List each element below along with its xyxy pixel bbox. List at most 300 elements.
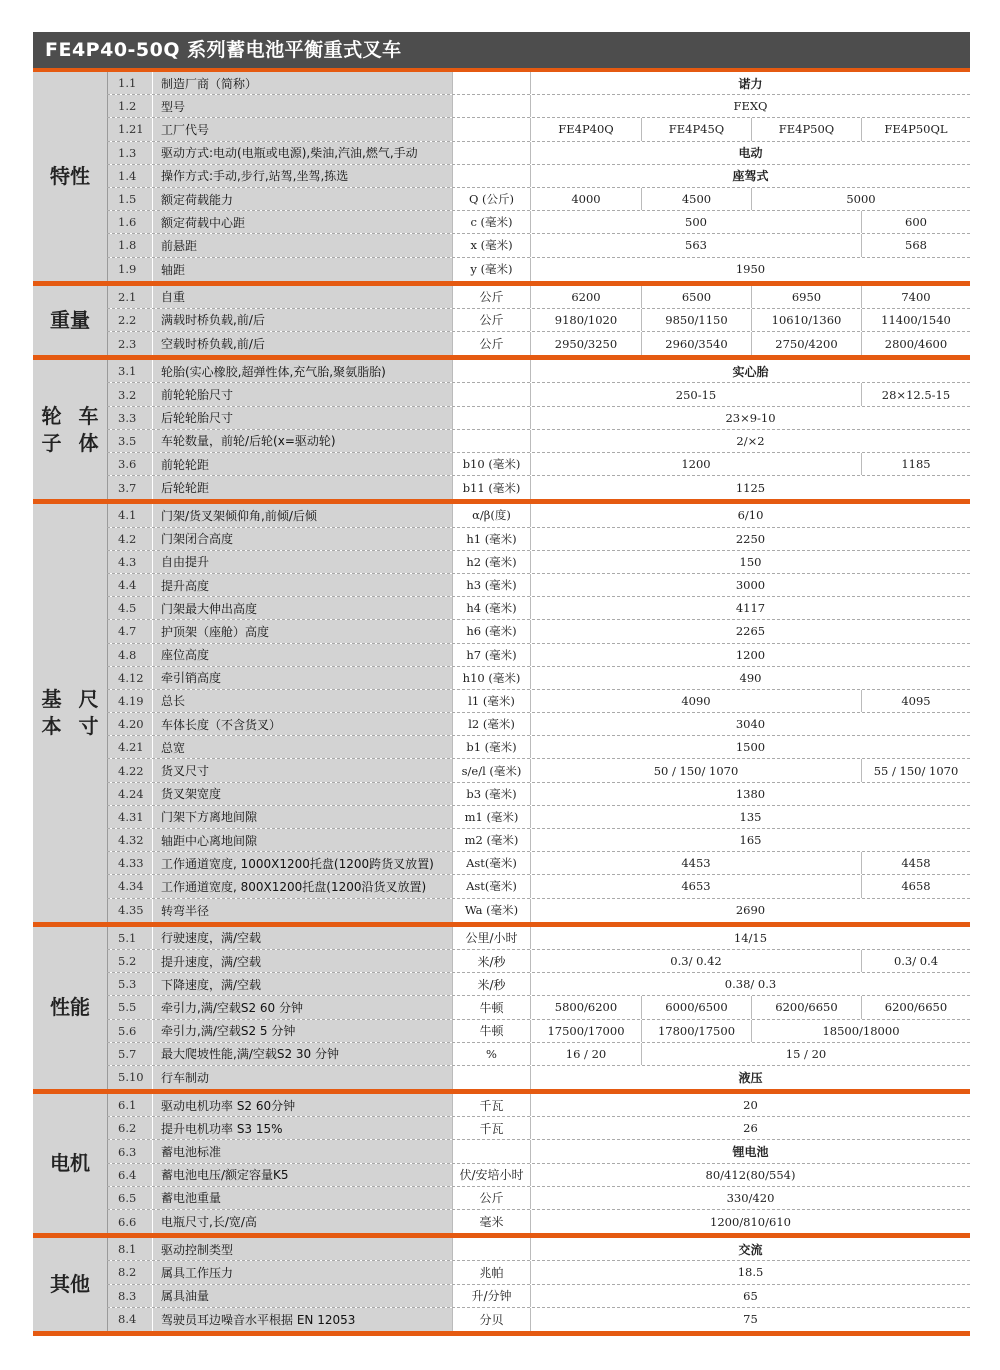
value-cell: 7400 [861, 286, 970, 308]
item-number: 1.4 [107, 165, 152, 187]
item-unit: Ast(毫米) [452, 875, 530, 897]
item-number: 6.2 [107, 1117, 152, 1139]
value-cell: 4000 [571, 192, 601, 207]
spec-row [107, 258, 970, 281]
item-unit: h10 (毫米) [452, 667, 530, 689]
item-values [530, 1210, 970, 1233]
item-values [530, 1140, 970, 1162]
spec-row [107, 875, 970, 898]
item-values [530, 407, 970, 429]
value-cell: 1950 [735, 262, 766, 277]
value-cell: 150 [739, 554, 762, 569]
spec-row [107, 1020, 970, 1043]
item-unit: Ast(毫米) [452, 852, 530, 874]
item-name: 自重 [152, 286, 452, 308]
item-name: 车轮数量，前轮/后轮(x=驱动轮) [152, 430, 452, 452]
item-number: 1.21 [107, 118, 152, 140]
item-unit: 升/分钟 [452, 1285, 530, 1307]
spec-row [107, 476, 970, 499]
item-number: 4.19 [107, 690, 152, 712]
section-label [33, 1094, 107, 1233]
item-unit [452, 118, 530, 140]
value-cell: 16 / 20 [565, 1046, 607, 1061]
spec-row [107, 430, 970, 453]
item-number: 4.2 [107, 528, 152, 550]
value-cell: 4458 [861, 852, 970, 874]
item-unit: 千瓦 [452, 1094, 530, 1116]
spec-row [107, 528, 970, 551]
spec-row [107, 806, 970, 829]
spec-row [107, 1043, 970, 1066]
item-name: 前轮轮胎尺寸 [152, 383, 452, 405]
spec-row [107, 1261, 970, 1284]
spec-row [107, 597, 970, 620]
value-cell: 14/15 [733, 930, 768, 945]
spec-row [107, 72, 970, 95]
spec-row [107, 286, 970, 309]
value-cell: 座驾式 [732, 169, 769, 184]
value-cell: 55 / 150/ 1070 [861, 759, 970, 781]
item-name: 牵引销高度 [152, 667, 452, 689]
item-name: 轴距中心离地间隙 [152, 829, 452, 851]
item-values [530, 1117, 970, 1139]
item-values [530, 806, 970, 828]
spec-section [33, 286, 970, 361]
item-number: 1.1 [107, 72, 152, 94]
value-cell: FE4P45Q [641, 118, 751, 140]
item-number: 4.22 [107, 759, 152, 781]
spec-row [107, 1094, 970, 1117]
value-cell: 20 [743, 1098, 758, 1113]
spec-row [107, 1285, 970, 1308]
item-values [530, 1187, 970, 1209]
value-cell: 0.3/ 0.4 [861, 950, 970, 972]
spec-row [107, 620, 970, 643]
item-name: 门架/货叉架倾仰角,前倾/后倾 [152, 504, 452, 526]
item-number: 4.31 [107, 806, 152, 828]
item-unit: b1 (毫米) [452, 736, 530, 758]
item-number: 4.3 [107, 551, 152, 573]
spec-row [107, 309, 970, 332]
item-unit: h1 (毫米) [452, 528, 530, 550]
item-number: 4.24 [107, 783, 152, 805]
item-number: 8.3 [107, 1285, 152, 1307]
item-name: 工作通道宽度, 800X1200托盘(1200沿货叉放置) [152, 875, 452, 897]
value-cell: 9850/1150 [641, 309, 751, 331]
item-unit: h4 (毫米) [452, 597, 530, 619]
item-values [530, 1043, 970, 1065]
value-cell: 15 / 20 [641, 1043, 970, 1065]
spec-row [107, 165, 970, 188]
item-values [530, 620, 970, 642]
item-name: 属具油量 [152, 1285, 452, 1307]
item-values [530, 1238, 970, 1260]
item-values [530, 188, 970, 210]
value-cell: 9180/1020 [554, 312, 618, 327]
item-values [530, 1066, 970, 1089]
spec-row [107, 383, 970, 406]
item-values [530, 899, 970, 922]
item-number: 3.2 [107, 383, 152, 405]
value-cell: 液压 [738, 1070, 763, 1085]
value-cell: 11400/1540 [861, 309, 970, 331]
item-number: 4.1 [107, 504, 152, 526]
spec-row [107, 95, 970, 118]
item-unit [452, 165, 530, 187]
item-name: 操作方式:手动,步行,站驾,坐驾,拣选 [152, 165, 452, 187]
item-number: 6.4 [107, 1164, 152, 1186]
section-label [33, 360, 107, 499]
spec-section [33, 1094, 970, 1238]
item-name: 自由提升 [152, 551, 452, 573]
value-cell: 2690 [735, 903, 766, 918]
item-values [530, 1308, 970, 1331]
item-unit: h3 (毫米) [452, 574, 530, 596]
item-unit: h6 (毫米) [452, 620, 530, 642]
value-cell: 实心胎 [732, 364, 769, 379]
item-values [530, 430, 970, 452]
value-cell: 2800/4600 [861, 332, 970, 355]
item-number: 5.10 [107, 1066, 152, 1089]
item-number: 4.33 [107, 852, 152, 874]
item-number: 4.34 [107, 875, 152, 897]
value-cell: 1200/810/610 [710, 1214, 791, 1229]
value-cell: 490 [739, 670, 762, 685]
value-cell: 0.38/ 0.3 [724, 977, 777, 992]
item-name: 货叉架宽度 [152, 783, 452, 805]
item-number: 2.1 [107, 286, 152, 308]
value-cell: 165 [739, 833, 762, 848]
item-name: 行驶速度，满/空载 [152, 927, 452, 949]
value-cell: 500 [685, 215, 707, 230]
item-unit: 毫米 [452, 1210, 530, 1233]
value-cell: 1185 [861, 453, 970, 475]
item-name: 最大爬坡性能,满/空载S2 30 分钟 [152, 1043, 452, 1065]
spec-row [107, 1117, 970, 1140]
item-values [530, 211, 970, 233]
section-label-text: 轮子 [41, 403, 62, 455]
item-unit: α/β(度) [452, 504, 530, 526]
section-label-text: 性能 [50, 995, 90, 1020]
value-cell: FE4P40Q [558, 122, 614, 137]
spec-section [33, 1238, 970, 1336]
item-number: 6.1 [107, 1094, 152, 1116]
item-unit: Q (公斤) [452, 188, 530, 210]
item-unit [452, 360, 530, 382]
item-name: 总宽 [152, 736, 452, 758]
item-name: 驱动控制类型 [152, 1238, 452, 1260]
spec-row [107, 407, 970, 430]
item-unit: 千瓦 [452, 1117, 530, 1139]
spec-row [107, 1238, 970, 1261]
item-values [530, 713, 970, 735]
item-name: 前轮轮距 [152, 453, 452, 475]
item-name: 工作通道宽度, 1000X1200托盘(1200跨货叉放置) [152, 852, 452, 874]
value-cell: 6/10 [737, 508, 764, 523]
value-cell: 交流 [738, 1242, 763, 1257]
value-cell: 2750/4200 [751, 332, 861, 355]
section-label-text: 重量 [50, 307, 90, 332]
item-values [530, 644, 970, 666]
item-values [530, 360, 970, 382]
item-unit: h7 (毫米) [452, 644, 530, 666]
value-cell: 电动 [738, 146, 763, 161]
item-values [530, 574, 970, 596]
item-values [530, 690, 970, 712]
item-unit [452, 72, 530, 94]
value-cell: 4658 [861, 875, 970, 897]
item-number: 4.7 [107, 620, 152, 642]
spec-row [107, 234, 970, 257]
item-unit: 牛顿 [452, 996, 530, 1018]
item-unit [452, 95, 530, 117]
item-number: 3.5 [107, 430, 152, 452]
item-values [530, 597, 970, 619]
item-number: 4.21 [107, 736, 152, 758]
item-values [530, 453, 970, 475]
item-name: 门架最大伸出高度 [152, 597, 452, 619]
item-name: 轴距 [152, 258, 452, 281]
value-cell: FE4P50QL [861, 118, 970, 140]
item-number: 6.3 [107, 1140, 152, 1162]
spec-row [107, 1187, 970, 1210]
item-unit: s/e/l (毫米) [452, 759, 530, 781]
value-cell: 6950 [751, 286, 861, 308]
spec-row [107, 973, 970, 996]
item-name: 属具工作压力 [152, 1261, 452, 1283]
value-cell: 1125 [735, 480, 766, 495]
item-number: 5.6 [107, 1020, 152, 1042]
spec-row [107, 852, 970, 875]
value-cell: 568 [861, 234, 970, 256]
item-values [530, 332, 970, 355]
item-values [530, 286, 970, 308]
item-number: 1.3 [107, 142, 152, 164]
section-rows [107, 1094, 970, 1233]
spec-row [107, 188, 970, 211]
item-name: 额定荷载能力 [152, 188, 452, 210]
spec-row [107, 899, 970, 922]
spec-section [33, 927, 970, 1094]
item-name: 电瓶尺寸,长/宽/高 [152, 1210, 452, 1233]
value-cell: 26 [743, 1121, 758, 1136]
item-unit: m2 (毫米) [452, 829, 530, 851]
value-cell: 28×12.5-15 [861, 383, 970, 405]
item-values [530, 950, 970, 972]
item-name: 货叉尺寸 [152, 759, 452, 781]
spec-row [107, 211, 970, 234]
spec-row [107, 1164, 970, 1187]
item-values [530, 476, 970, 499]
value-cell: 4117 [735, 601, 766, 616]
value-cell: 6200/6650 [751, 996, 861, 1018]
item-name: 驱动电机功率 S2 60分钟 [152, 1094, 452, 1116]
item-number: 4.35 [107, 899, 152, 922]
item-name: 后轮轮胎尺寸 [152, 407, 452, 429]
value-cell: 5000 [751, 188, 970, 210]
value-cell: 诺力 [738, 76, 763, 91]
section-rows [107, 360, 970, 499]
item-name: 前悬距 [152, 234, 452, 256]
value-cell: 135 [739, 809, 762, 824]
spec-row [107, 996, 970, 1019]
value-cell: 10610/1360 [751, 309, 861, 331]
value-cell: 18500/18000 [751, 1020, 970, 1042]
item-unit [452, 383, 530, 405]
item-unit: l1 (毫米) [452, 690, 530, 712]
value-cell: 4653 [681, 879, 711, 894]
item-name: 轮胎(实心橡胶,超弹性体,充气胎,聚氨脂胎) [152, 360, 452, 382]
item-name: 蓄电池标准 [152, 1140, 452, 1162]
item-values [530, 142, 970, 164]
item-name: 下降速度，满/空载 [152, 973, 452, 995]
item-number: 1.5 [107, 188, 152, 210]
value-cell: 3000 [735, 578, 766, 593]
value-cell: 75 [743, 1312, 758, 1327]
item-name: 座位高度 [152, 644, 452, 666]
item-values [530, 95, 970, 117]
item-unit: m1 (毫米) [452, 806, 530, 828]
item-unit: b10 (毫米) [452, 453, 530, 475]
item-values [530, 1094, 970, 1116]
item-unit: 米/秒 [452, 973, 530, 995]
spec-row [107, 927, 970, 950]
item-name: 牵引力,满/空载S2 60 分钟 [152, 996, 452, 1018]
spec-row [107, 453, 970, 476]
value-cell: 80/412(80/554) [705, 1167, 796, 1182]
item-unit [452, 407, 530, 429]
item-name: 行车制动 [152, 1066, 452, 1089]
section-label-text: 特性 [50, 163, 90, 188]
section-rows [107, 1238, 970, 1331]
value-cell: 65 [743, 1288, 758, 1303]
section-label [33, 286, 107, 356]
value-cell: 23×9-10 [725, 410, 776, 425]
item-unit: c (毫米) [452, 211, 530, 233]
value-cell: 1500 [735, 740, 766, 755]
item-unit: 兆帕 [452, 1261, 530, 1283]
value-cell: 563 [685, 238, 707, 253]
spec-section [33, 72, 970, 286]
item-unit: 公里/小时 [452, 927, 530, 949]
item-values [530, 551, 970, 573]
item-unit: 公斤 [452, 1187, 530, 1209]
item-name: 驾驶员耳边噪音水平根据 EN 12053 [152, 1308, 452, 1331]
item-number: 3.1 [107, 360, 152, 382]
section-label [33, 1238, 107, 1331]
section-rows [107, 504, 970, 921]
item-values [530, 783, 970, 805]
value-cell: 6000/6500 [641, 996, 751, 1018]
value-cell: 6200 [571, 289, 601, 304]
item-unit: l2 (毫米) [452, 713, 530, 735]
spec-row [107, 574, 970, 597]
header-bar [33, 32, 970, 72]
item-values [530, 309, 970, 331]
value-cell: 4500 [641, 188, 751, 210]
item-unit: h2 (毫米) [452, 551, 530, 573]
section-label-text: 尺寸 [78, 687, 99, 739]
item-values [530, 927, 970, 949]
item-name: 提升速度，满/空载 [152, 950, 452, 972]
spec-row [107, 1066, 970, 1089]
item-number: 5.3 [107, 973, 152, 995]
item-name: 制造厂商（简称） [152, 72, 452, 94]
spec-row [107, 360, 970, 383]
item-name: 后轮轮距 [152, 476, 452, 499]
section-label [33, 72, 107, 281]
value-cell: 2960/3540 [641, 332, 751, 355]
item-unit [452, 1140, 530, 1162]
value-cell: 0.3/ 0.42 [670, 954, 722, 969]
item-unit: y (毫米) [452, 258, 530, 281]
spec-row [107, 829, 970, 852]
spec-row [107, 332, 970, 355]
spec-section [33, 504, 970, 926]
item-unit: % [452, 1043, 530, 1065]
item-unit: 公斤 [452, 332, 530, 355]
spec-row [107, 142, 970, 165]
item-number: 8.4 [107, 1308, 152, 1331]
value-cell: 1380 [735, 786, 766, 801]
item-number: 1.8 [107, 234, 152, 256]
item-number: 1.2 [107, 95, 152, 117]
item-unit: 公斤 [452, 309, 530, 331]
item-name: 门架闭合高度 [152, 528, 452, 550]
item-unit: b11 (毫米) [452, 476, 530, 499]
spec-row [107, 1210, 970, 1233]
value-cell: 6200/6650 [861, 996, 970, 1018]
section-label-text: 基本 [41, 687, 62, 739]
item-unit [452, 1066, 530, 1089]
spec-row [107, 736, 970, 759]
spec-row [107, 783, 970, 806]
item-unit [452, 430, 530, 452]
spec-row [107, 118, 970, 141]
item-name: 护顶架（座舱）高度 [152, 620, 452, 642]
item-number: 5.5 [107, 996, 152, 1018]
page-title: FE4P40-50Q 系列蓄电池平衡重式叉车 [45, 39, 402, 61]
item-values [530, 829, 970, 851]
item-number: 4.32 [107, 829, 152, 851]
item-number: 5.1 [107, 927, 152, 949]
item-name: 空载时桥负载,前/后 [152, 332, 452, 355]
spec-row [107, 713, 970, 736]
item-values [530, 118, 970, 140]
spec-row [107, 667, 970, 690]
item-values [530, 759, 970, 781]
spec-table [33, 72, 970, 1336]
item-number: 6.5 [107, 1187, 152, 1209]
item-unit: 牛顿 [452, 1020, 530, 1042]
item-values [530, 1285, 970, 1307]
item-values [530, 973, 970, 995]
item-values [530, 667, 970, 689]
value-cell: 4095 [861, 690, 970, 712]
item-values [530, 234, 970, 256]
item-values [530, 736, 970, 758]
item-values [530, 1020, 970, 1042]
value-cell: 1200 [735, 647, 766, 662]
item-name: 门架下方离地间隙 [152, 806, 452, 828]
item-unit: 分贝 [452, 1308, 530, 1331]
item-values [530, 504, 970, 526]
value-cell: 600 [861, 211, 970, 233]
item-number: 6.6 [107, 1210, 152, 1233]
value-cell: FE4P50Q [751, 118, 861, 140]
item-values [530, 165, 970, 187]
section-label-text: 电机 [50, 1151, 90, 1176]
